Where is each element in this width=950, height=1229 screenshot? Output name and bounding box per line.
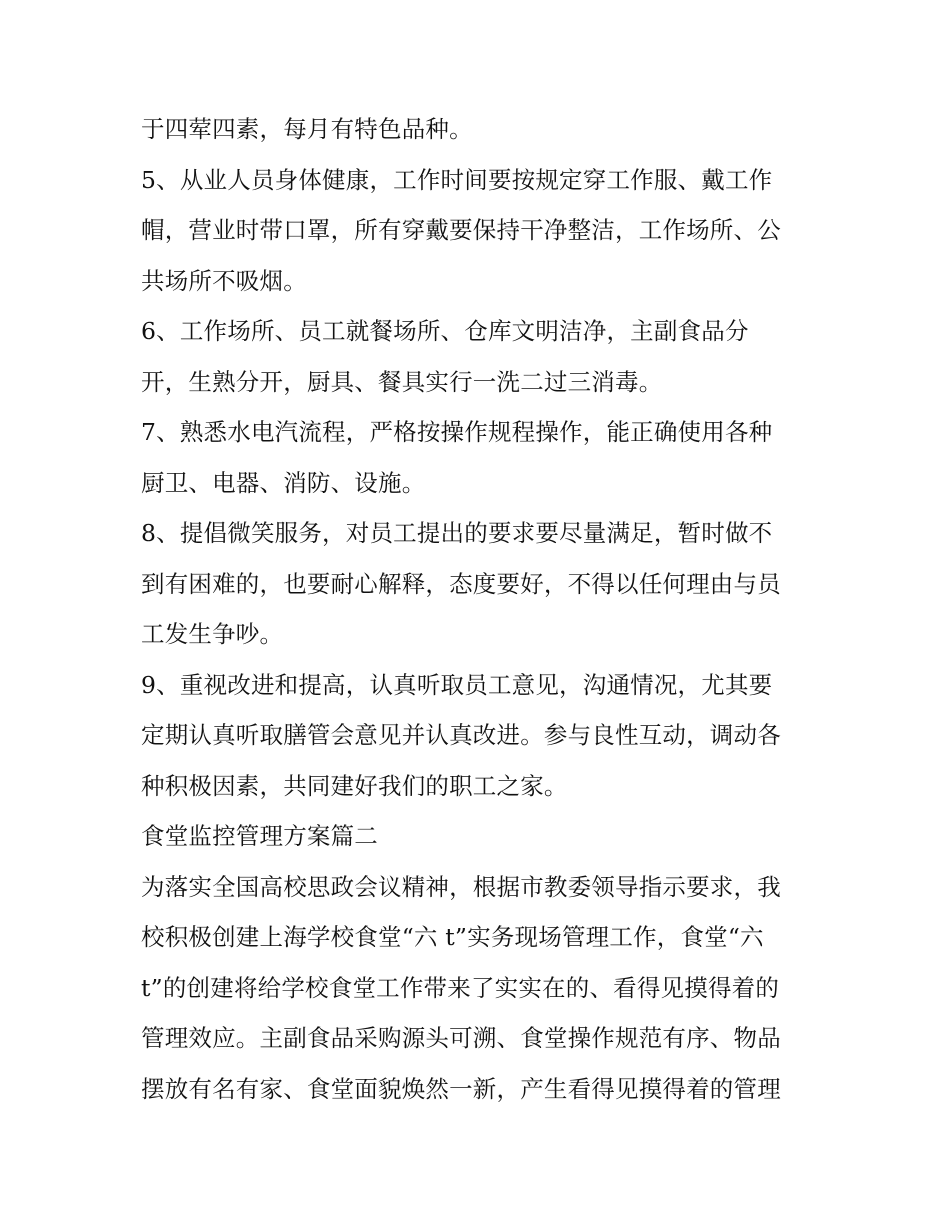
text-line: 厨卫、电器、消防、设施。 <box>141 468 426 497</box>
text-line: 5、从业人员身体健康，工作时间要按规定穿工作服、戴工作 <box>141 165 773 194</box>
text-line: 摆放有名有家、食堂面貌焕然一新，产生看得见摸得着的管理 <box>141 1074 781 1103</box>
text-line: 到有困难的，也要耐心解释，态度要好，不得以任何理由与员 <box>141 569 781 598</box>
text-line: 开，生熟分开，厨具、餐具实行一洗二过三消毒。 <box>141 367 663 396</box>
text-line: 共场所不吸烟。 <box>141 266 307 295</box>
text-line: 6、工作场所、员工就餐场所、仓库文明洁净，主副食品分 <box>141 317 749 345</box>
text-line: 于四荤四素，每月有特色品种。 <box>141 115 473 143</box>
text-line: 8、提倡微笑服务，对员工提出的要求要尽量满足，暂时做不 <box>141 519 773 547</box>
document-body <box>141 104 821 1114</box>
text-line: 9、重视改进和提高，认真听取员工意见，沟通情况，尤其要 <box>141 670 773 699</box>
text-line: t”的创建将给学校食堂工作带来了实实在的、看得见摸得着的 <box>141 973 780 1002</box>
text-line: 为落实全国高校思政会议精神，根据市教委领导指示要求，我 <box>141 872 781 901</box>
text-line: 校积极创建上海学校食堂“六 t”实务现场管理工作，食堂“六 <box>141 923 764 951</box>
text-line: 帽，营业时带口罩，所有穿戴要保持干净整洁，工作场所、公 <box>141 216 781 244</box>
text-line: 7、熟悉水电汽流程，严格按操作规程操作，能正确使用各种 <box>141 418 773 446</box>
section-heading: 食堂监控管理方案篇二 <box>141 822 378 850</box>
text-line: 种积极因素，共同建好我们的职工之家。 <box>141 771 568 800</box>
text-line: 定期认真听取膳管会意见并认真改进。参与良性互动，调动各 <box>141 721 781 749</box>
text-line: 管理效应。主副食品采购源头可溯、食堂操作规范有序、物品 <box>141 1024 781 1052</box>
text-line: 工发生争吵。 <box>141 620 284 648</box>
